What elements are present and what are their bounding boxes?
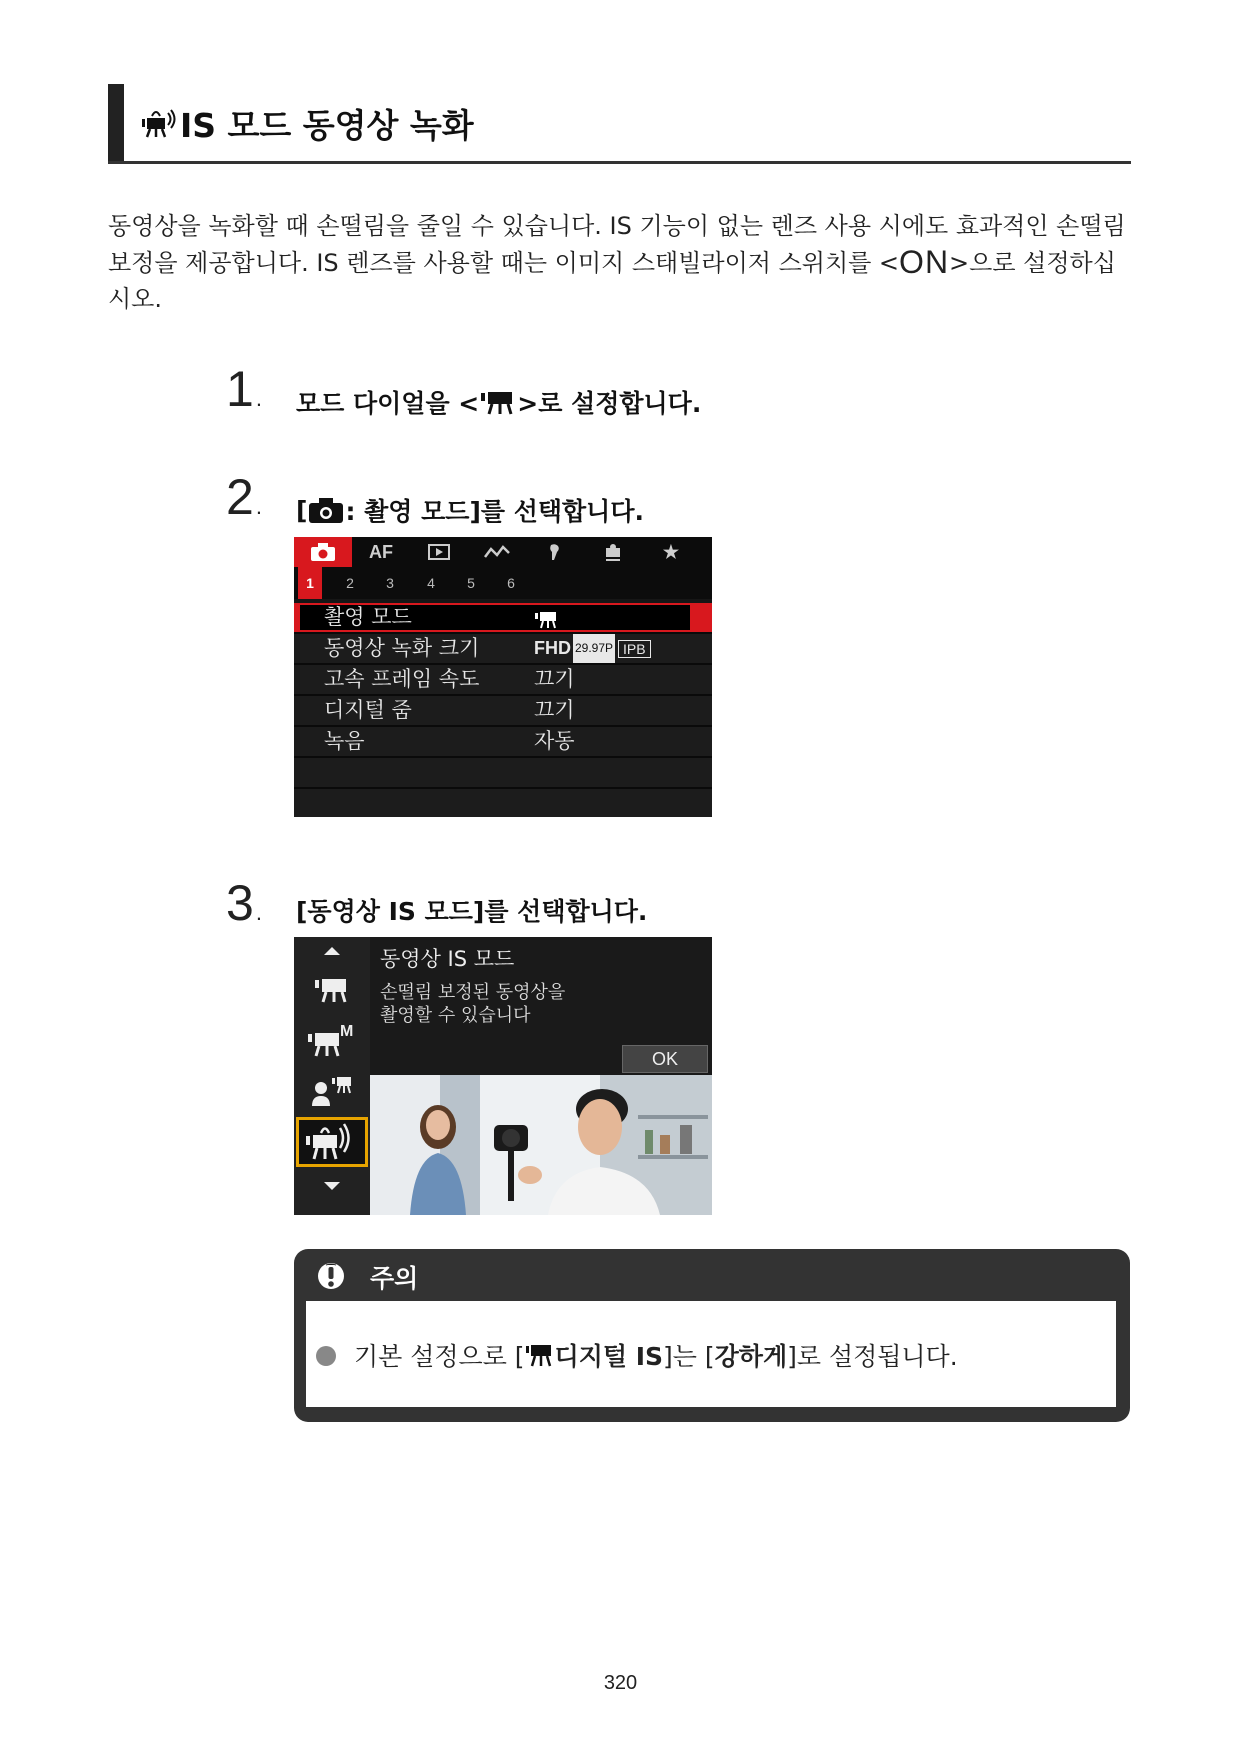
step-3-num-text: 3 [226, 875, 254, 931]
page-number: 320 [603, 1672, 638, 1694]
menu-label: 고속 프레임 속도 [324, 667, 480, 691]
ipb-badge: IPB [618, 640, 651, 658]
vlogging-scene-image [370, 1075, 712, 1215]
triangle-down-icon [323, 1181, 341, 1191]
scroll-up-arrow[interactable] [294, 937, 370, 965]
menu-value: 끄기 [534, 698, 575, 722]
tab-wireless[interactable] [468, 537, 526, 567]
menu-label: 촬영 모드 [324, 605, 412, 629]
tab-shooting[interactable] [294, 537, 352, 567]
caution-box [294, 1249, 1130, 1422]
ok-button[interactable]: OK [622, 1045, 708, 1073]
step-2-num-text: 2 [226, 469, 254, 525]
caution-text-b: ]는 [ [663, 1342, 715, 1371]
movie-icon [313, 974, 351, 1006]
section-marker-bar [108, 84, 124, 164]
tab-my-menu-label: ★ [662, 542, 680, 562]
mode-title: 동영상 IS 모드 [380, 947, 515, 971]
tab-af[interactable] [352, 537, 410, 567]
intro-line-2-a: 보정을 제공합니다. IS 렌즈를 사용할 때는 이미지 스태빌라이저 스위치를 < [108, 249, 900, 277]
tab-setup[interactable] [526, 537, 584, 567]
movie-manual-icon [306, 1022, 358, 1058]
intro-line-3: 시오. [108, 285, 162, 313]
wireless-icon [483, 543, 511, 561]
menu-row-empty [294, 758, 712, 789]
menu-row-hfr[interactable] [294, 665, 712, 696]
mode-sidebar [294, 937, 370, 1215]
intro-line-1: 동영상을 녹화할 때 손떨림을 줄일 수 있습니다. IS 기능이 없는 렌즈 사용 시에도 효과적인 손떨림 [108, 212, 1126, 240]
tab-playback[interactable] [410, 537, 468, 567]
caution-text [354, 1337, 958, 1373]
on-switch-label: ON [899, 244, 950, 280]
menu-row-empty [294, 789, 712, 817]
menu-value [534, 634, 651, 663]
step-1-num-text: 1 [226, 361, 254, 417]
mode-movie-is[interactable] [296, 1117, 368, 1167]
step-1-text-b: >로 설정합니다. [517, 389, 702, 418]
menu-value: 끄기 [534, 667, 575, 691]
movie-icon [479, 388, 517, 416]
section-underline [108, 161, 1131, 164]
tab-custom[interactable] [584, 537, 642, 567]
menu-page-row [294, 567, 712, 599]
page-3[interactable]: 3 [386, 575, 394, 591]
fhd-label: FHD [534, 638, 571, 658]
fps-badge: 29.97P [573, 634, 615, 663]
mode-movie-manual[interactable] [294, 1015, 370, 1065]
intro-line-2 [108, 244, 1138, 281]
menu-row-shooting-mode[interactable] [294, 603, 712, 634]
caution-digital-is: 디지털 IS [554, 1342, 664, 1371]
step-2-text-b: : 촬영 모드]를 선택합니다. [345, 497, 644, 526]
playback-icon [427, 543, 451, 561]
caution-title: 주의 [370, 1264, 419, 1293]
camera-icon [310, 542, 336, 562]
step-3-number [226, 875, 262, 938]
custom-icon [602, 542, 624, 562]
triangle-up-icon [323, 946, 341, 956]
manual-m-label: M [340, 1023, 354, 1040]
tab-af-label: AF [369, 542, 393, 562]
menu-label: 디지털 줌 [324, 698, 412, 722]
camera-icon [307, 496, 345, 524]
mode-vlog[interactable] [294, 1065, 370, 1115]
scroll-down-arrow[interactable] [294, 1171, 370, 1201]
step-2-number [226, 469, 262, 532]
tab-my-menu[interactable] [642, 537, 700, 567]
step-dot: . [255, 386, 262, 411]
step-dot: . [255, 900, 262, 925]
page-title [140, 98, 474, 148]
mode-description: 손떨림 보정된 동영상을 촬영할 수 있습니다 [380, 982, 566, 1026]
step-2-text-a: [ [296, 495, 308, 525]
movie-icon [534, 610, 560, 630]
step-3-text: [동영상 IS 모드]를 선택합니다. [296, 897, 648, 926]
menu-label: 녹음 [324, 729, 365, 753]
movie-is-icon [140, 107, 180, 139]
page-5[interactable]: 5 [467, 575, 475, 591]
caution-enhanced: 강하게 [714, 1342, 788, 1371]
menu-value: 자동 [534, 729, 575, 753]
menu-row-digital-zoom[interactable] [294, 696, 712, 727]
menu-row-movie-rec-size[interactable] [294, 634, 712, 665]
caution-text-a: 기본 설정으로 [ [354, 1342, 525, 1371]
caution-text-c: ]로 설정됩니다. [787, 1342, 958, 1371]
menu-row-sound-rec[interactable] [294, 727, 712, 758]
caution-body [306, 1301, 1116, 1407]
step-dot: . [255, 494, 262, 519]
person-movie-icon [310, 1072, 354, 1108]
sample-photo [370, 1075, 712, 1215]
movie-icon [525, 1342, 555, 1368]
movie-is-icon [304, 1122, 360, 1162]
page-2[interactable]: 2 [346, 575, 354, 591]
step-1-text-a: 모드 다이얼을 < [296, 389, 480, 418]
step-1-number [226, 361, 262, 424]
menu-tab-row [294, 537, 712, 567]
page-4[interactable]: 4 [427, 575, 435, 591]
menu-label: 동영상 녹화 크기 [324, 636, 480, 660]
bullet-dot [316, 1346, 336, 1366]
intro-line-2-b: >으로 설정하십 [949, 249, 1116, 277]
camera-menu-screen [294, 537, 712, 817]
mode-movie[interactable] [294, 965, 370, 1015]
step-2-text [296, 492, 644, 528]
step-1-text [296, 384, 701, 420]
page-title-text: IS 모드 동영상 녹화 [180, 105, 474, 145]
page-1[interactable]: 1 [298, 567, 322, 599]
wrench-icon [545, 542, 565, 562]
page-6[interactable]: 6 [507, 575, 515, 591]
intro-paragraph [108, 208, 1138, 317]
movie-mode-select-screen [294, 937, 712, 1215]
caution-icon [316, 1261, 346, 1295]
